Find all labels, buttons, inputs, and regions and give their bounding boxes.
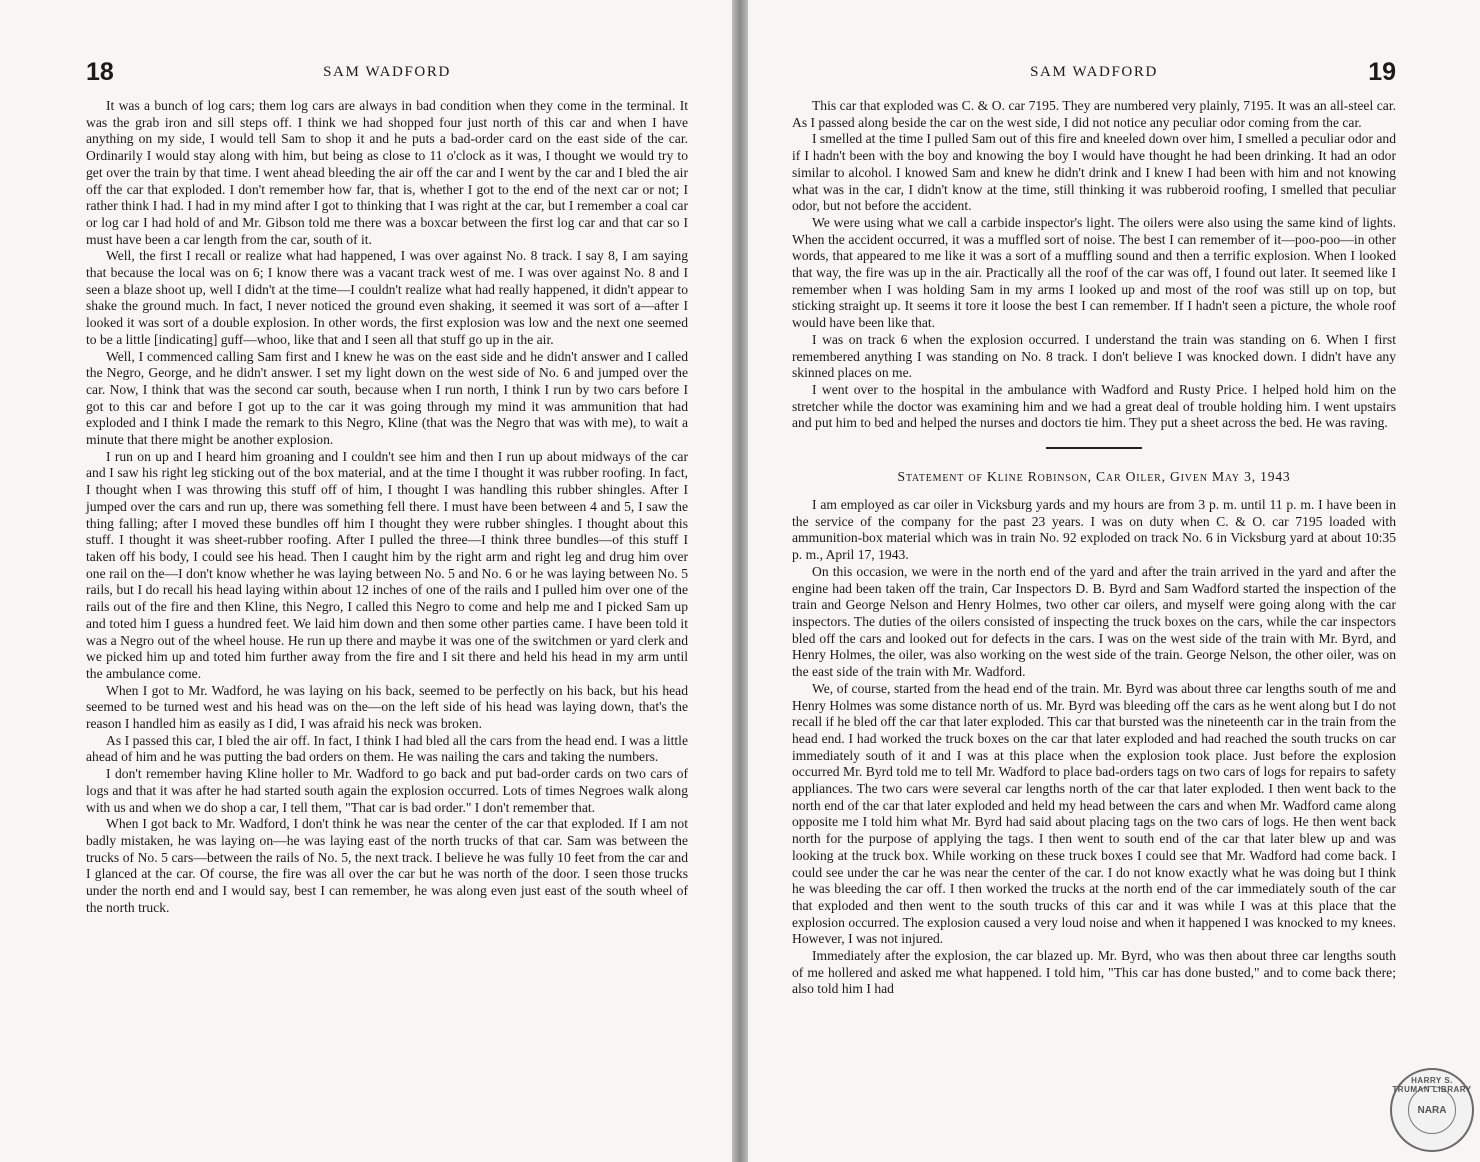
book-gutter: [732, 0, 748, 1162]
left-paragraph: Well, I commenced calling Sam first and I knew he was on the east side and he didn't answer and I called the Negro, George, and he didn't answer. I set my light down on the west side of No. 6 and jumped over the car. Now, I think that was the second car south, because when I run north, I think I run by two cars before I got to this car and before I got up to the car it was going through my mind it was ammunition that had exploded and I think I made the remark to this Negro, Kline (that was the Negro that was with me), to wait a minute that there might be another explosion.: [86, 348, 688, 448]
left-running-head: [86, 58, 688, 88]
left-page: [0, 0, 732, 1162]
left-page-number: 18: [86, 58, 114, 86]
statement-heading: Statement of Kline Robinson, Car Oiler, Given May 3, 1943: [897, 469, 1291, 485]
right-page-body: [792, 98, 1396, 998]
right-paragraph: I was on track 6 when the explosion occurred. I understand the train was standing on 6. When I first remembered anything I was standing on No. 8 track. I don't believe I was knocked down. I didn't have any skinned places on me.: [792, 331, 1396, 381]
section-divider: [1046, 447, 1142, 449]
left-paragraph: I don't remember having Kline holler to Mr. Wadford to go back and put bad-order cards on two cars of logs and that it was after he had started south again the explosion occurred. Lots of times Negroes walk along with us and when we do shop a car, I tell them, "That car is bad order." I don't remember that.: [86, 766, 688, 815]
statement-paragraph: I am employed as car oiler in Vicksburg yards and my hours are from 3 p. m. until 11 p. m. I have been in the service of the company for the past 23 years. I was on duty when C. & O. car 7195 loaded with ammunition-box material which was in train No. 92 exploded on track No. 6 in Vicksburg yard at about 10:35 p. m., April 17, 1943.: [792, 497, 1396, 563]
statement-paragraph: Immediately after the explosion, the car blazed up. Mr. Byrd, who was then about three car lengths south of me hollered and asked me what happened. I told him, "This car has done busted," and to come back there; also told him I had: [792, 948, 1396, 997]
right-paragraph: I went over to the hospital in the ambulance with Wadford and Rusty Price. I helped hold him on the stretcher while the doctor was examining him and we had a great deal of trouble holding him. I went upstairs and put him to bed and helped the nurses and doctors tie him. They put a sheet across the bed. He was raving.: [792, 381, 1396, 431]
statement-paragraph: We, of course, started from the head end of the train. Mr. Byrd was about three car lengths south of me and Henry Holmes was some distance north of us. Mr. Byrd was bleeding off the cars as he went along but I do not recall if he bled off the car that later exploded. This car that bursted was the nineteenth car in the train from the head end. I had worked the truck boxes on the car that later exploded and had reached the south trucks on car immediately south of it and I was at this place when the explosion took place. Just before the explosion occurred Mr. Byrd told me to tell Mr. Wadford to place bad-orders tags on two cars of logs for repairs to safety appliances. The two cars were several car lengths north of the car that later exploded. I then went back to the north end of the car that later exploded and held my head between the cars and when Mr. Wadford came along opposite me I told him what Mr. Byrd had said about placing tags on the two cars of logs. He then went back north for the purpose of applying the tags. I then went to south end of the car that later blew up and was looking at the truck box. While working on these truck boxes I could see that Mr. Wadford had come back. I could see under the car he was near the center of the car. I do not know exactly what he was doing but I think he was bleeding the car off. I then worked the trucks at the north end of the car immediately south of the car that exploded and then went to the south trucks of this car and it was while I was at this place that the explosion occurred. The explosion caused a very loud noise and when it happened I was knocked to my knees. However, I was not injured.: [792, 680, 1396, 947]
right-page-number: 19: [1368, 58, 1396, 86]
right-paragraph: I smelled at the time I pulled Sam out of this fire and kneeled down over him, I smelled a peculiar odor and if I hadn't been with the boy and knowing the boy I would have thought he had been drinking. It had an odor similar to alcohol. I knowed Sam and knew he didn't drink and I knew I had been with him and not knowing what was in the car, I didn't know at the time, still thinking it was rubberoid roofing, I smelled that peculiar odor, but not before the accident.: [792, 131, 1396, 214]
left-paragraph: It was a bunch of log cars; them log cars are always in bad condition when they come in the terminal. It was the grab iron and sill steps off. I think we had shopped four just north of this car and when I have anything on my side, I would tell Sam to shop it and he puts a bad-order card on the east side of the car. Ordinarily I would stay along with him, but being as close to 11 o'clock as it was, I thought we would try to get over the train by that time. I went ahead bleeding the air off the car and I went by the car and I bled the air off the car that exploded. I don't remember how far, that is, whether I got to the end of the next car or not; I rather think I had. I had in my mind after I got to thinking that I was right at the car, but I remember a coal car or log car I had hold of and Mr. Gibson told me there was a boxcar between the first log car and that car so I must have been a car length from the car, south of it.: [86, 98, 688, 247]
stamp-center-text: NARA: [1417, 1104, 1447, 1116]
left-page-body: [86, 98, 688, 916]
statement-paragraph: On this occasion, we were in the north end of the yard and after the train arrived in the yard and after the engine had been taken off the train, Car Inspectors D. B. Byrd and Sam Wadford started the inspection of the train and George Nelson and Henry Holmes, two other car oilers, and myself were going along with the car inspectors. The duties of the oilers consisted of inspecting the truck boxes on the cars, while the car inspectors bled off the cars and looked out for defects in the cars. I was on the west side of the train with Mr. Byrd, and Henry Holmes, the oiler, was also working on the west side of the train. George Nelson, the other oiler, was on the east side of the train with Mr. Wadford.: [792, 563, 1396, 680]
left-paragraph: I run on up and I heard him groaning and I couldn't see him and then I run up about midways of the car and I saw his right leg sticking out of the box material, and at the time I thought it was rubber roofing. In fact, I thought when I was throwing this stuff off of him, I thought I was handling this rubber shingles. After I jumped over the cars and run up, there was something fell there. I must have been between 4 and 5, I saw the thing falling; after I moved these bundles off him I thought they were rubber shingles. I thought about this stuff. I thought it was sheet-rubber roofing. After I pulled the three—I think three bundles—of this stuff I taken off his body, I could see his head. Then I caught him by the right arm and right leg and drug him over one rail on the—I don't know whether he was laying between No. 5 and No. 6 or he was laying between No. 5 rails, but I do recall his head laying within about 12 inches of one of the rails and I pulled him over one of the rails out of the fire and then Kline, this Negro, I called this Negro to come and help me and I picked Sam up and toted him I guess a hundred feet. We laid him down and then some other parties came. I have been told it was a Negro out of the wheel house. He run up there and maybe it was one of the switchmen or yard clerk and we picked him up and toted him further away from the fire and I sit there and held his head in my arm until the ambulance come.: [86, 448, 688, 681]
right-running-title: SAM WADFORD: [1030, 64, 1158, 80]
left-paragraph: As I passed this car, I bled the air off. In fact, I think I had bled all the cars from the head end. I was a little ahead of him and he was putting the bad orders on them. He was nailing the cars and taking the numbers.: [86, 732, 688, 765]
right-running-head: [792, 58, 1396, 88]
left-running-title: SAM WADFORD: [323, 64, 451, 80]
right-paragraph: We were using what we call a carbide inspector's light. The oilers were also using the same kind of lights. When the accident occurred, it was a muffled sort of noise. The best I can remember of it—poo-poo—in other words, that appeared to me like it was a sort of a muffling sound and then a terrific explosion. When I looked that way, the fire was up in the air. Practically all the roof of the car was off, I found out later. It seemed like I remember when I was holding Sam in my arms I looked up and most of the roof was still up on top, but sticking straight up. It seems it tore it loose the best I can remember. If I hadn't seen a picture, the whole roof would have been like that.: [792, 214, 1396, 331]
library-stamp: [1390, 1068, 1474, 1152]
left-paragraph: Well, the first I recall or realize what had happened, I was over against No. 8 track. I say 8, I am saying that because the local was on 6; I know there was a vacant track west of me. I was over against No. 8 and I seen a blaze shoot up, well I didn't at the time—I couldn't realize what had really happened, it didn't appear to shake the ground much. In fact, I never noticed the ground even shaking, it seemed it was sort of a—after I looked it was sort of a double explosion. In other words, the first explosion was low and the next one seemed to be a little [indicating] guff—whoo, like that and I seen all that stuff go up in the air.: [86, 248, 688, 347]
stamp-ring-text: HARRY S. TRUMAN LIBRARY: [1392, 1076, 1472, 1094]
left-paragraph: When I got back to Mr. Wadford, I don't think he was near the center of the car that exploded. If I am not badly mistaken, he was laying on—he was laying east of the north trucks of that car. Sam was between the trucks of No. 5 cars—between the rails of No. 5, the next track. I believe he was fully 10 feet from the car and I glanced at the car. Of course, the fire was all over the car but he was north of the door. I seen those trucks under the north end and I would say, best I can remember, he was along even just east of the south wheel of the north truck.: [86, 816, 688, 915]
right-page: [748, 0, 1480, 1162]
left-paragraph: When I got to Mr. Wadford, he was laying on his back, seemed to be perfectly on his back, but his head seemed to be turned west and his head was on the—on the left side of his head was laying down, that's the reason I handled him as easily as I did, I was afraid his neck was broken.: [86, 682, 688, 732]
right-paragraph: This car that exploded was C. & O. car 7195. They are numbered very plainly, 7195. It was an all-steel car. As I passed along beside the car on the west side, I did not notice any peculiar odor coming from the car.: [792, 98, 1396, 130]
